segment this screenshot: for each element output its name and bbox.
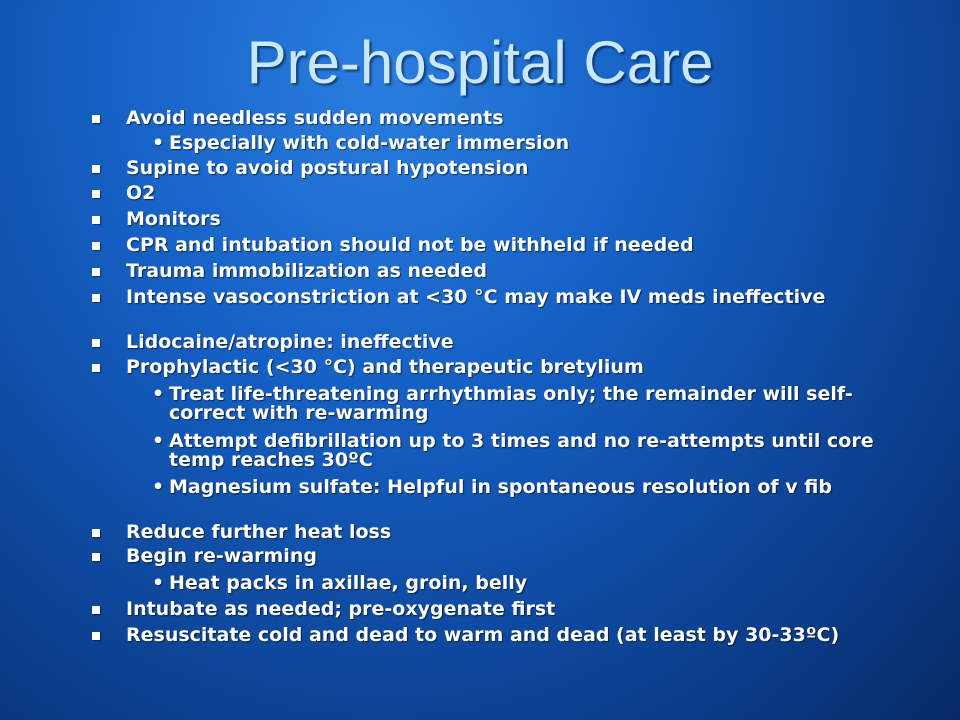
bullet-text: Lidocaine/atropine: ineffective (126, 331, 454, 353)
sub-bullet-text: Treat life-threatening arrhythmias only; the remainder will self-correct with re-warming (169, 383, 853, 424)
square-bullet-icon (92, 242, 100, 250)
bullet-text: Avoid needless sudden movements (126, 107, 504, 129)
bullet-text: Begin re-warming (126, 545, 317, 567)
square-bullet-icon (92, 216, 100, 224)
bullet-item (126, 184, 896, 203)
bullet-text: Reduce further heat loss (126, 521, 392, 543)
sub-bullet-text: Attempt defibrillation up to 3 times and no re-attempts until core temp reaches 30ºC (169, 430, 874, 471)
bullet-item (126, 262, 896, 281)
bullet-text: Prophylactic (<30 °C) and therapeutic bretylium (126, 356, 644, 378)
bullet-item (126, 288, 896, 307)
square-bullet-icon (92, 190, 100, 198)
bullet-text: Intubate as needed; pre-oxygenate first (126, 598, 556, 620)
square-bullet-icon (92, 529, 100, 537)
bullet-text: Supine to avoid postural hypotension (126, 157, 529, 179)
sub-bullet-item (152, 430, 889, 471)
sub-bullet-item (152, 383, 889, 424)
bullet-text: Resuscitate cold and dead to warm and dead (at least by 30-33ºC) (126, 624, 840, 646)
bullet-item (126, 236, 896, 255)
bullet-item (126, 600, 896, 619)
bullet-item (126, 333, 896, 352)
bullet-item (126, 626, 896, 645)
square-bullet-icon (92, 553, 100, 561)
square-bullet-icon (92, 364, 100, 372)
sub-bullet-text: Heat packs in axillae, groin, belly (169, 572, 528, 594)
bullet-item (126, 523, 896, 542)
square-bullet-icon (92, 115, 100, 123)
sub-bullet-text: Especially with cold-water immersion (169, 132, 570, 154)
bullet-text: Trauma immobilization as needed (126, 260, 487, 282)
slide-title: Pre-hospital Care (246, 29, 714, 96)
square-bullet-icon (92, 632, 100, 640)
dot-bullet-icon: • (152, 430, 165, 452)
sub-bullet-item (152, 476, 889, 498)
bullet-item (126, 109, 896, 128)
sub-bullet-item (152, 572, 889, 594)
bullet-item (126, 159, 896, 178)
square-bullet-icon (92, 606, 100, 614)
bullet-text: Monitors (126, 208, 221, 230)
bullet-text: O2 (126, 182, 156, 204)
dot-bullet-icon: • (152, 132, 165, 154)
dot-bullet-icon: • (152, 476, 165, 498)
bullet-item (126, 547, 896, 566)
square-bullet-icon (92, 294, 100, 302)
sub-bullet-item (152, 132, 889, 154)
dot-bullet-icon: • (152, 383, 165, 405)
bullet-item (126, 210, 896, 229)
bullet-item (126, 358, 896, 377)
sub-bullet-text: Magnesium sulfate: Helpful in spontaneous resolution of v fib (169, 476, 832, 498)
bullet-text: Intense vasoconstriction at <30 °C may make IV meds ineffective (126, 286, 826, 308)
square-bullet-icon (92, 268, 100, 276)
dot-bullet-icon: • (152, 572, 165, 594)
bullet-text: CPR and intubation should not be withheld if needed (126, 234, 694, 256)
square-bullet-icon (92, 165, 100, 173)
square-bullet-icon (92, 339, 100, 347)
